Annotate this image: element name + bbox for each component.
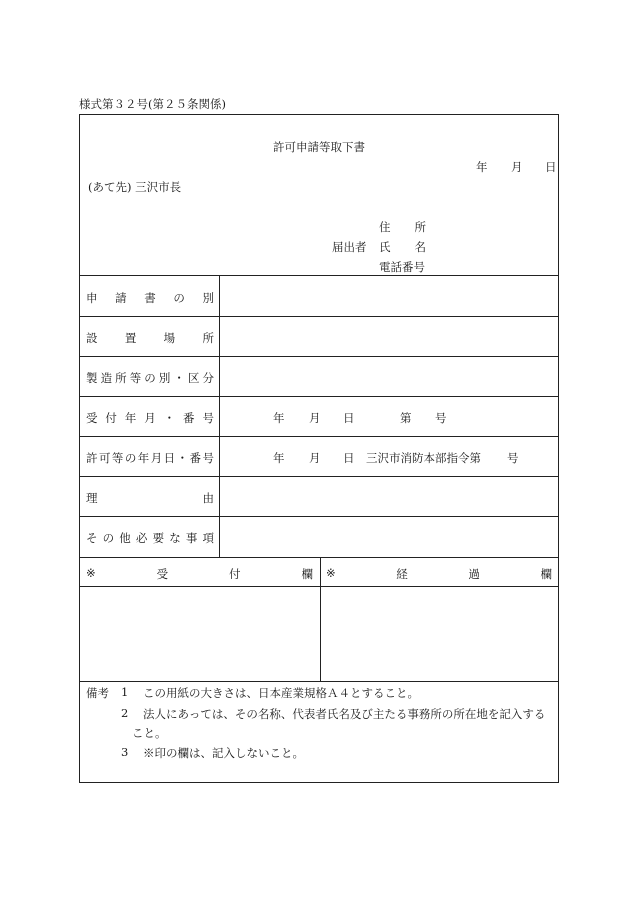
row-label-application-type: 申 請 書 の 別 <box>86 291 214 305</box>
row-label-installation-location: 設 置 場 所 <box>86 331 214 345</box>
permit-day-label: 日 <box>343 451 355 465</box>
note-2-number: 2 <box>121 706 129 720</box>
note-1-number: 1 <box>121 685 129 699</box>
form-title: 許可申請等取下書 <box>273 140 365 154</box>
progress-column-header: ※ 経 過 欄 <box>326 566 552 581</box>
phone-label: 電話番号 <box>379 260 425 274</box>
note-2-continuation: こと。 <box>132 726 167 740</box>
permit-number-suffix: 号 <box>507 451 519 465</box>
permit-authority: 三沢市消防本部指令第 <box>366 451 481 465</box>
row-label-permit-date-number: 許 可 等 の 年 月 日 ・ 番 号 <box>86 451 214 465</box>
row-label-facility-type: 製 造 所 等 の 別 ・ 区 分 <box>86 371 214 385</box>
row-label-reason: 理 由 <box>86 491 214 505</box>
note-3-number: 3 <box>121 745 129 759</box>
receipt-number-suffix: 号 <box>435 411 447 425</box>
name-label: 氏 名 <box>379 240 426 254</box>
row-label-receipt-date-number: 受 付 年 月 ・ 番 号 <box>86 411 214 425</box>
row-label-other-matters: そ の 他 必 要 な 事 項 <box>86 531 214 545</box>
installation-location-field[interactable] <box>225 330 550 346</box>
withdrawal-form <box>79 114 559 783</box>
reception-column-header: ※ 受 付 欄 <box>86 566 313 581</box>
permit-month-label: 月 <box>309 451 321 465</box>
reason-field[interactable] <box>225 490 550 506</box>
date-year-label: 年 <box>476 160 488 174</box>
permit-year-label: 年 <box>273 451 285 465</box>
date-day-label: 日 <box>545 160 557 174</box>
address-label: 住 所 <box>379 220 426 234</box>
notes-heading: 備考 <box>86 686 109 700</box>
applicant-role: 届出者 <box>332 240 367 254</box>
note-1-text: この用紙の大きさは、日本産業規格Ａ４とすること。 <box>143 686 419 700</box>
addressee: (あて先) 三沢市長 <box>88 180 182 194</box>
note-3-text: ※印の欄は、記入しないこと。 <box>143 746 304 760</box>
date-month-label: 月 <box>511 160 523 174</box>
note-2-text: 法人にあっては、その名称、代表者氏名及び主たる事務所の所在地を記入する <box>143 707 546 721</box>
receipt-day-label: 日 <box>343 411 355 425</box>
receipt-year-label: 年 <box>273 411 285 425</box>
receipt-number-prefix: 第 <box>400 411 412 425</box>
facility-type-field[interactable] <box>225 370 550 386</box>
form-number-label: 様式第３２号(第２５条関係) <box>79 97 226 111</box>
receipt-month-label: 月 <box>309 411 321 425</box>
other-matters-field[interactable] <box>225 530 550 546</box>
application-type-field[interactable] <box>225 290 550 306</box>
